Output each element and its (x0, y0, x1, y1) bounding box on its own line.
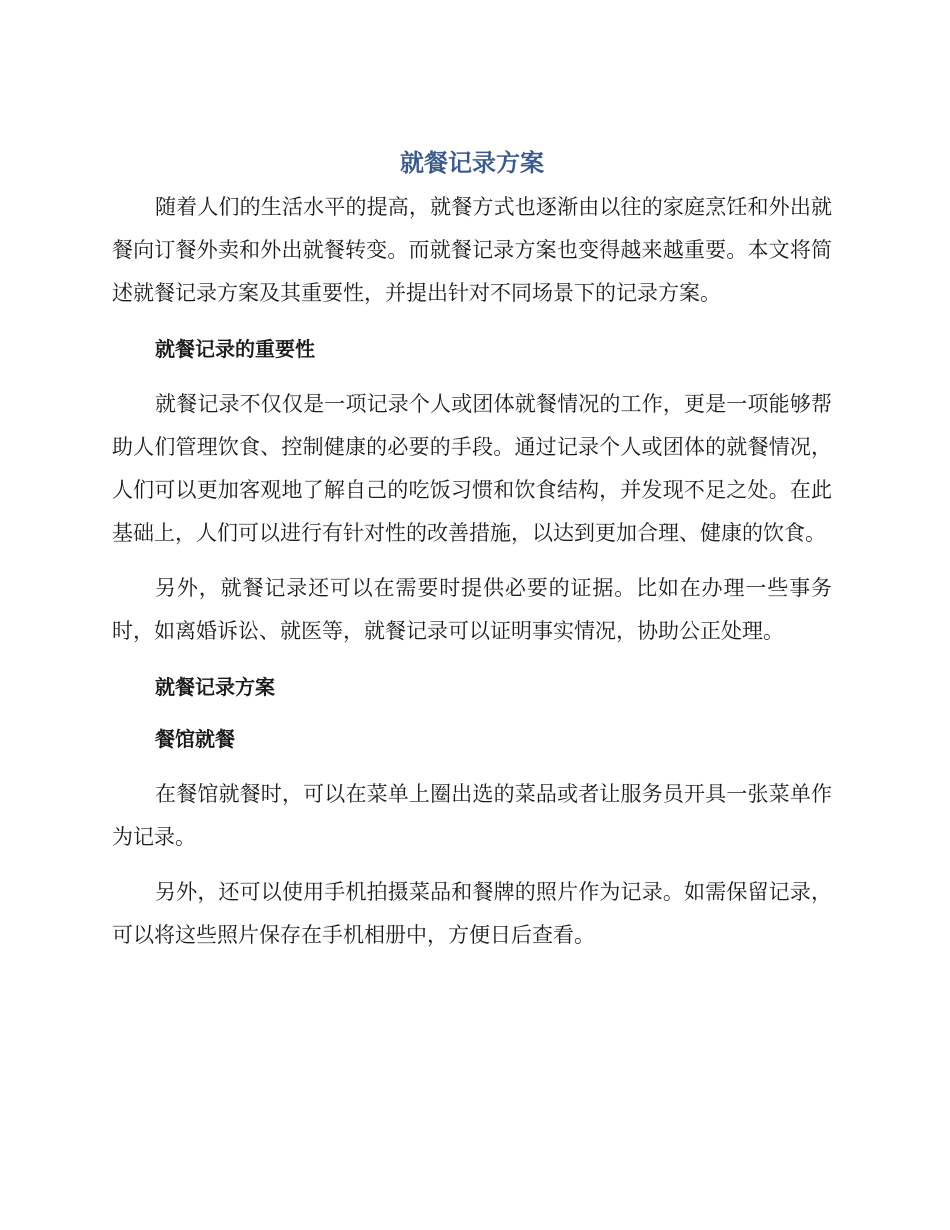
importance-paragraph-1: 就餐记录不仅仅是一项记录个人或团体就餐情况的工作，更是一项能够帮助人们管理饮食、控制健康的必要的手段。通过记录个人或团体的就餐情况，人们可以更加客观地了解自己的吃饭习惯和饮食结构，并发现不足之处。在此基础上，人们可以进行有针对性的改善措施，以达到更加合理、健康的饮食。 (112, 392, 832, 545)
section-heading-plan: 就餐记录方案 (155, 675, 275, 699)
document-title: 就餐记录方案 (400, 149, 544, 177)
restaurant-paragraph-1: 在餐馆就餐时，可以在菜单上圈出选的菜品或者让服务员开具一张菜单作为记录。 (112, 782, 832, 849)
document-body (112, 186, 832, 957)
section-heading-importance: 就餐记录的重要性 (155, 337, 315, 361)
restaurant-paragraph-2: 另外，还可以使用手机拍摄菜品和餐牌的照片作为记录。如需保留记录，可以将这些照片保存在手机相册中，方便日后查看。 (112, 880, 832, 947)
importance-paragraph-2: 另外，就餐记录还可以在需要时提供必要的证据。比如在办理一些事务时，如离婚诉讼、就医等，就餐记录可以证明事实情况，协助公正处理。 (112, 576, 832, 643)
intro-paragraph: 随着人们的生活水平的提高，就餐方式也逐渐由以往的家庭烹饪和外出就餐向订餐外卖和外出就餐转变。而就餐记录方案也变得越来越重要。本文将简述就餐记录方案及其重要性，并提出针对不同场景下的记录方案。 (112, 195, 832, 305)
subsection-heading-restaurant: 餐馆就餐 (155, 727, 235, 751)
